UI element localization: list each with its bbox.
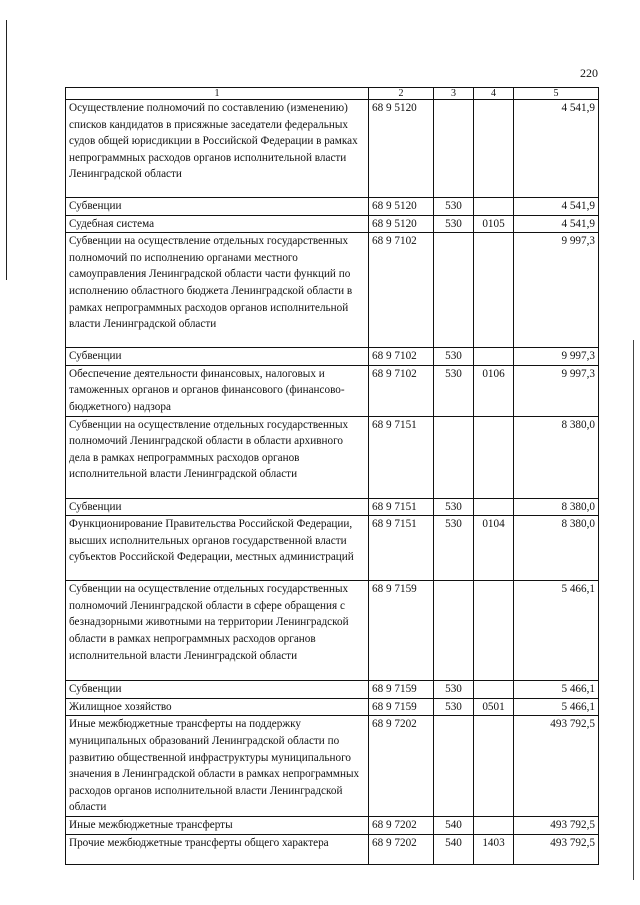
row-target-code: 68 9 7159: [369, 698, 434, 716]
row-expense-type: [434, 581, 474, 681]
row-name: Субвенции на осуществление отдельных государственных полномочий Ленинградской области в сфере обращения с безнадзорными животными на территории Ленинградской области в рамках непрограммных расходов органов исполнительной власти Ленинградской области: [66, 581, 369, 681]
row-amount: 4 541,9: [514, 198, 599, 216]
header-col-2: 2: [369, 88, 434, 100]
table-row: [66, 716, 599, 817]
row-amount: 8 380,0: [514, 498, 599, 516]
table-row: [66, 834, 599, 864]
row-amount: 8 380,0: [514, 416, 599, 498]
row-amount: 5 466,1: [514, 581, 599, 681]
row-name: Прочие межбюджетные трансферты общего характера: [66, 834, 369, 864]
row-expense-type: 530: [434, 698, 474, 716]
row-target-code: 68 9 7151: [369, 498, 434, 516]
row-amount: 9 997,3: [514, 233, 599, 348]
row-amount: 493 792,5: [514, 716, 599, 817]
row-target-code: 68 9 5120: [369, 215, 434, 233]
row-target-code: 68 9 7159: [369, 681, 434, 699]
row-section-code: [474, 348, 514, 366]
row-amount: 9 997,3: [514, 348, 599, 366]
row-target-code: 68 9 7202: [369, 834, 434, 864]
row-name: Субвенции: [66, 681, 369, 699]
table-row: [66, 100, 599, 198]
row-expense-type: 530: [434, 198, 474, 216]
row-target-code: 68 9 7102: [369, 348, 434, 366]
row-target-code: 68 9 7102: [369, 233, 434, 348]
row-expense-type: 530: [434, 516, 474, 581]
row-section-code: [474, 716, 514, 817]
row-expense-type: 530: [434, 348, 474, 366]
table-row: [66, 365, 599, 416]
row-amount: 4 541,9: [514, 100, 599, 198]
row-expense-type: 530: [434, 215, 474, 233]
table-row: [66, 498, 599, 516]
row-section-code: 0104: [474, 516, 514, 581]
row-target-code: 68 9 7151: [369, 516, 434, 581]
row-expense-type: [434, 416, 474, 498]
row-amount: 5 466,1: [514, 681, 599, 699]
row-name: Иные межбюджетные трансферты: [66, 816, 369, 834]
table-row: [66, 681, 599, 699]
page-number: 220: [580, 66, 598, 80]
row-target-code: 68 9 5120: [369, 100, 434, 198]
table-row: [66, 816, 599, 834]
table-row: [66, 348, 599, 366]
scan-edge-left: [6, 20, 7, 280]
row-expense-type: 540: [434, 816, 474, 834]
row-expense-type: 530: [434, 365, 474, 416]
row-target-code: 68 9 7202: [369, 716, 434, 817]
row-target-code: 68 9 7202: [369, 816, 434, 834]
table-header-row: [66, 88, 599, 100]
row-name: Субвенции на осуществление отдельных государственных полномочий Ленинградской области в области архивного дела в рамках непрограммных расходов органов исполнительной власти Ленинградской области: [66, 416, 369, 498]
row-amount: 9 997,3: [514, 365, 599, 416]
table-row: [66, 233, 599, 348]
scan-edge-right: [633, 340, 634, 880]
header-col-5: 5: [514, 88, 599, 100]
row-amount: 493 792,5: [514, 816, 599, 834]
row-expense-type: [434, 100, 474, 198]
table-row: [66, 581, 599, 681]
row-amount: 4 541,9: [514, 215, 599, 233]
row-name: Субвенции: [66, 198, 369, 216]
row-section-code: [474, 816, 514, 834]
row-section-code: 1403: [474, 834, 514, 864]
row-name: Субвенции на осуществление отдельных государственных полномочий по исполнению органами местного самоуправления Ленинградской области части функций по исполнению областного бюджета Ленинградской области в рамках непрограммных расходов органов исполнительной власти Ленинградской области: [66, 233, 369, 348]
row-amount: 493 792,5: [514, 834, 599, 864]
header-col-3: 3: [434, 88, 474, 100]
row-target-code: 68 9 7151: [369, 416, 434, 498]
budget-table: [65, 87, 599, 865]
row-expense-type: 540: [434, 834, 474, 864]
table-row: [66, 516, 599, 581]
table-row: [66, 215, 599, 233]
row-name: Судебная система: [66, 215, 369, 233]
table-row: [66, 698, 599, 716]
row-section-code: [474, 198, 514, 216]
row-name: Функционирование Правительства Российской Федерации, высших исполнительных органов государственной власти субъектов Российской Федерации, местных администраций: [66, 516, 369, 581]
row-expense-type: [434, 233, 474, 348]
header-col-1: 1: [66, 88, 369, 100]
row-expense-type: 530: [434, 681, 474, 699]
row-name: Обеспечение деятельности финансовых, налоговых и таможенных органов и органов финансового (финансово-бюджетного) надзора: [66, 365, 369, 416]
header-col-4: 4: [474, 88, 514, 100]
row-name: Жилищное хозяйство: [66, 698, 369, 716]
table-row: [66, 198, 599, 216]
row-target-code: 68 9 5120: [369, 198, 434, 216]
row-amount: 8 380,0: [514, 516, 599, 581]
row-name: Субвенции: [66, 498, 369, 516]
row-name: Осуществление полномочий по составлению (изменению) списков кандидатов в присяжные заседатели федеральных судов общей юрисдикции в Российской Федерации в рамках непрограммных расходов органов исполнительной власти Ленинградской области: [66, 100, 369, 198]
row-expense-type: [434, 716, 474, 817]
table-row: [66, 416, 599, 498]
row-amount: 5 466,1: [514, 698, 599, 716]
row-name: Субвенции: [66, 348, 369, 366]
row-section-code: [474, 416, 514, 498]
row-expense-type: 530: [434, 498, 474, 516]
row-section-code: [474, 581, 514, 681]
row-section-code: [474, 498, 514, 516]
row-section-code: [474, 681, 514, 699]
row-section-code: 0501: [474, 698, 514, 716]
row-section-code: [474, 100, 514, 198]
row-section-code: 0105: [474, 215, 514, 233]
row-section-code: [474, 233, 514, 348]
row-target-code: 68 9 7102: [369, 365, 434, 416]
row-section-code: 0106: [474, 365, 514, 416]
row-name: Иные межбюджетные трансферты на поддержку муниципальных образований Ленинградской области по развитию общественной инфраструктуры муниципального значения в Ленинградской области в рамках непрограммных расходов органов исполнительной власти Ленинградской области: [66, 716, 369, 817]
row-target-code: 68 9 7159: [369, 581, 434, 681]
